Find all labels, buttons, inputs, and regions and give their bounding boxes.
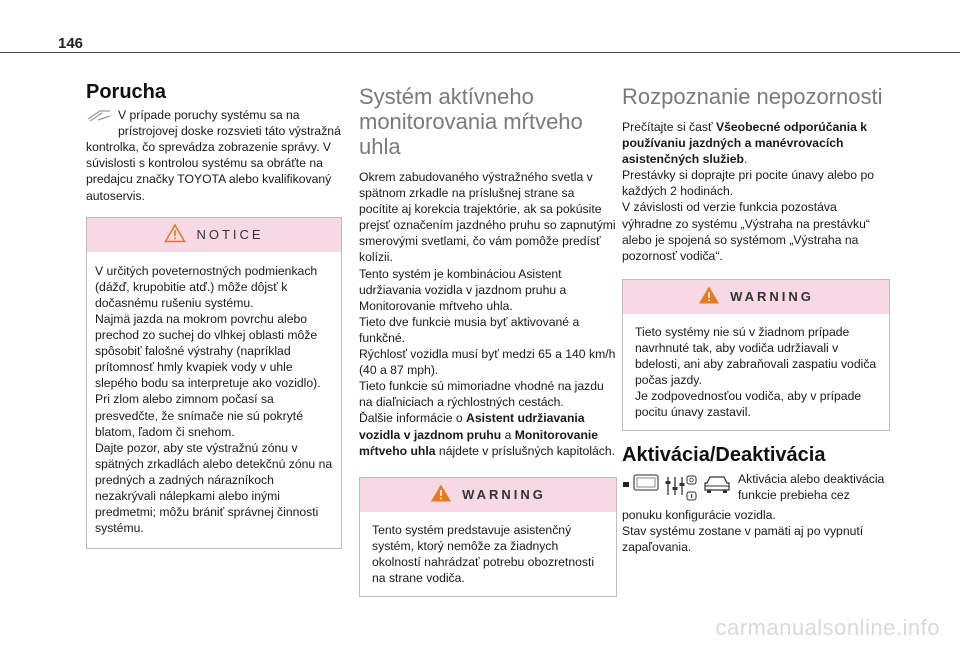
more-info-text: Ďalšie informácie o Asistent udržiavania vozidla v jazdnom pruhu a Monitorovanie mŕtveho uhla nájdete v príslušných kapitolách. bbox=[359, 411, 616, 458]
car-icon bbox=[702, 473, 732, 507]
warning-header bbox=[360, 478, 616, 512]
read-more-text: Prečítajte si časť Všeobecné odporúčania k používaniu jazdných a manévrovacích asistenčných služieb. bbox=[622, 120, 868, 167]
touchscreen-icon bbox=[622, 473, 660, 507]
notice-title: NOTICE bbox=[196, 226, 264, 242]
activation-icons bbox=[622, 473, 732, 507]
blind-spot-warning-icon bbox=[86, 107, 112, 139]
column-malfunction bbox=[86, 81, 342, 549]
warning-triangle-icon bbox=[430, 483, 452, 507]
section-title-activation: Aktivácia/Deaktivácia bbox=[622, 444, 826, 467]
warning-title: WARNING bbox=[730, 288, 814, 304]
warning-body: Tento systém predstavuje asistenčný systém, ktorý nemôže za žiadnych okolností nahrádzať potrebu obozretnosti na strane vodiča. bbox=[372, 522, 595, 585]
settings-sliders-icon bbox=[664, 473, 698, 507]
warning-box-blind-spot bbox=[359, 477, 617, 597]
section-title-blind-spot: Systém aktívneho monitorovania mŕtveho uhla bbox=[359, 84, 583, 159]
malfunction-intro: V prípade poruchy systému sa na prístrojovej doske rozsvieti táto výstražná bbox=[86, 107, 342, 139]
column-inattention: Rozpoznanie nepozornosti Prečítajte si časť Všeobecné odporúčania k používaniu jazdných a manévrovacích asistenčných služieb. Prestávky si doprajte pri pocite únavy alebo po každých 2 hodinách. V závislosti od verzie funkcia pozostáva výhradne zo systému „Výstraha na prestávku“ alebo je spojená so systémom „Výstraha na pozornosť vodiča“. WARNING Tieto systémy nie sú v žiadnom prípade navrhnuté tak, aby vodiča udržiavali v bdelosti, ani aby zabraňovali zaspatiu vodiča počas jazdy. Je zodpovednosťou vodiča, aby v prípade pocitu únavy zastavil. Aktivácia/Deaktivácia Aktivácia alebo deaktivácia funkcie prebieha cez ponuku konfigurácie vozidla. Stav systému zostane v pamäti aj po vypnutí zapaľovania. bbox=[622, 84, 890, 555]
column-blind-spot: Systém aktívneho monitorovania mŕtveho uhla Okrem zabudovaného výstražného svetla v spätnom zrkadle na príslušnej strane sa pocítite aj korekcia trajektórie, ak sa pokúsite prejsť označením jazdného pruhu so zapnutými smerovými svetlami, čo vám pomôže predísť kolízii. Tento systém je kombináciou Asistent udržiavania vozidla v jazdnom pruhu a Monitorovanie mŕtveho uhla. Tieto dve funkcie musia byť aktivované a funkčné. Rýchlosť vozidla musí byť medzi 65 a 140 km/h (40 a 87 mph). Tieto funkcie sú mimoriadne vhodné na jazdu na diaľniciach a rýchlostných cestách. Ďalšie informácie o Asistent udržiavania vozidla v jazdnom pruhu a Monitorovanie mŕtveho uhla nájdete v príslušných kapitolách. WARNING Tento systém predstavuje asistenčný systém, ktorý nemôže za žiadnych okolností nahrádzať potrebu obozretnosti na strane vodiča. bbox=[359, 84, 617, 597]
warning-header bbox=[623, 280, 889, 314]
watermark: carmanualsonline.info bbox=[715, 615, 940, 640]
warning-body: Tieto systémy nie sú v žiadnom prípade navrhnuté tak, aby vodiča udržiavali v bdelosti, ani aby zabraňovali zaspatiu vodiča počas jazdy. Je zodpovednosťou vodiča, aby v prípade pocitu únavy zastavil. bbox=[635, 324, 877, 420]
notice-box bbox=[86, 217, 342, 550]
malfunction-text: kontrolka, čo sprevádza zobrazenie správy. V súvislosti s kontrolou systému sa obráťte na predajcu značky TOYOTA alebo kvalifikovaný autoservis. bbox=[86, 140, 332, 203]
warning-box-inattention bbox=[622, 279, 890, 432]
header-divider bbox=[0, 52, 960, 53]
section-title-inattention: Rozpoznanie nepozornosti bbox=[622, 84, 883, 109]
warning-title: WARNING bbox=[462, 486, 546, 502]
page-number: 146 bbox=[58, 35, 84, 52]
warning-triangle-icon bbox=[698, 285, 720, 309]
notice-body: V určitých poveternostných podmienkach (dážď, krupobitie atď.) môže dôjsť k dočasnému rušeniu systému. Najmä jazda na mokrom povrchu alebo prechod zo suchej do vlhkej oblasti môže spôsobiť falošné výstrahy (napríklad prítomnosť hmly kvapiek vody v uhle slepého bodu sa interpretuje ako vozidlo). Pri zlom alebo zimnom počasí sa presvedčte, že snímače nie sú pokryté blatom, ľadom či snehom. Dajte pozor, aby ste výstražnú zónu v spätných zrkadlách alebo detekčnú zónu na predných a zadných nárazníkoch nezakrývali nálepkami alebo inými predmetmi; môžu brániť správnej činnosti systému. bbox=[95, 263, 333, 536]
notice-header bbox=[87, 218, 341, 252]
activation-intro: Aktivácia alebo deaktivácia funkcie prebieha cez bbox=[622, 471, 890, 507]
notice-triangle-icon bbox=[164, 223, 186, 247]
section-title-malfunction: Porucha bbox=[86, 81, 167, 103]
